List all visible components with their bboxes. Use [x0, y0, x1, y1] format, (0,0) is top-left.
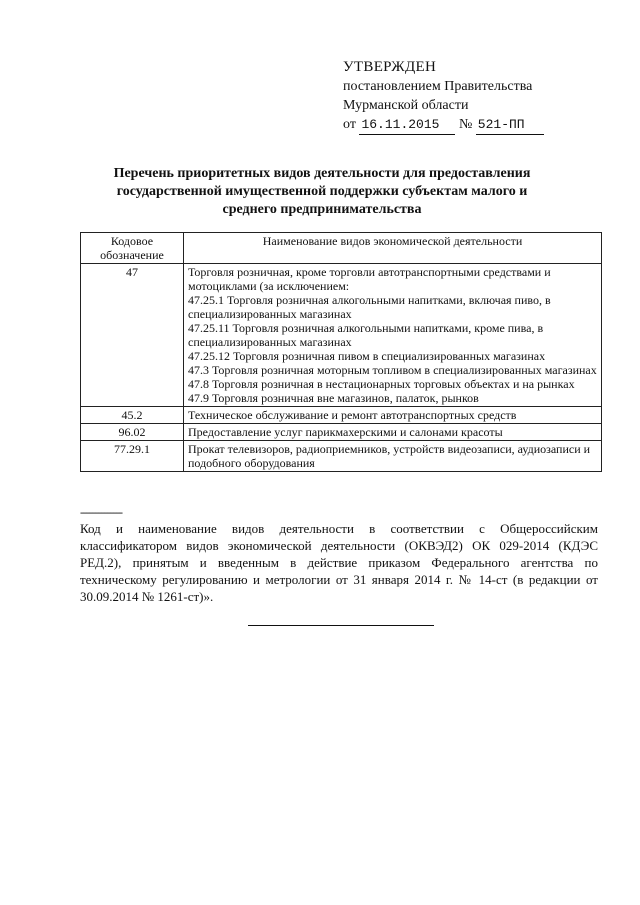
activity-line: 47.25.12 Торговля розничная пивом в специализированных магазинах	[188, 349, 546, 363]
activity-code: 47	[81, 264, 184, 407]
table-header-row	[81, 233, 602, 264]
activity-line: Прокат телевизоров, радиоприемников, устройств видеозаписи, аудиозаписи и подобного оборудования	[188, 442, 591, 470]
footnote-text: Код и наименование видов деятельности в соответствии с Общероссийским классификатором видов экономической деятельности (ОКВЭД2) ОК 029-2014 (КДЭС РЕД.2), принятым и введенным в действие приказом Федерального агентства по техническому регулированию и метрологии от 31 января 2014 г. № 14-ст (в редакции от 30.09.2014 № 1261-ст)».	[80, 521, 598, 604]
approval-line-2: Мурманской области	[343, 98, 469, 113]
activity-line: 47.3 Торговля розничная моторным топливом в специализированных магазинах	[188, 363, 597, 377]
activity-description	[184, 441, 602, 472]
approval-date-line	[343, 115, 544, 135]
activity-line: 47.25.1 Торговля розничная алкогольными напитками, включая пиво, в специализированных магазинах	[188, 293, 551, 321]
table-row	[81, 441, 602, 472]
approval-number: 521-ПП	[476, 115, 544, 135]
activity-description	[184, 264, 602, 407]
activities-table	[80, 232, 602, 472]
activity-code: 77.29.1	[81, 441, 184, 472]
activity-line: 47.9 Торговля розничная вне магазинов, палаток, рынков	[188, 391, 479, 405]
title-line-3: среднего предпринимательства	[222, 202, 422, 217]
activity-line: 47.25.11 Торговля розничная алкогольными напитками, кроме пива, в специализированных магазинах	[188, 321, 544, 349]
code-column-header: Кодовое обозначение	[81, 233, 184, 264]
approval-heading: УТВЕРЖДЕН	[343, 59, 437, 75]
table-row	[81, 424, 602, 441]
table-body	[81, 264, 602, 472]
title-line-1: Перечень приоритетных видов деятельности для предоставления	[113, 166, 531, 181]
name-column-header: Наименование видов экономической деятельности	[184, 233, 602, 264]
activity-line: Техническое обслуживание и ремонт автотранспортных средств	[188, 408, 517, 422]
activity-description	[184, 407, 602, 424]
approval-date: 16.11.2015	[359, 115, 455, 135]
document-title	[80, 165, 564, 219]
number-prefix: №	[458, 117, 473, 132]
activity-line: Предоставление услуг парикмахерскими и салонами красоты	[188, 425, 503, 439]
end-rule	[248, 625, 434, 626]
table-row	[81, 264, 602, 407]
activity-line: 47.8 Торговля розничная в нестационарных торговых объектах и на рынках	[188, 377, 575, 391]
activity-line: Торговля розничная, кроме торговли автотранспортными средствами и мотоциклами (за исключением:	[188, 265, 551, 293]
date-prefix: от	[343, 117, 356, 132]
table-row	[81, 407, 602, 424]
activity-code: 45.2	[81, 407, 184, 424]
activity-code: 96.02	[81, 424, 184, 441]
activity-description	[184, 424, 602, 441]
approval-stamp	[343, 58, 544, 135]
approval-line-1: постановлением Правительства	[343, 79, 533, 94]
footnote-separator: --------------	[80, 505, 122, 519]
title-line-2: государственной имущественной поддержки субъектам малого и	[116, 184, 528, 199]
